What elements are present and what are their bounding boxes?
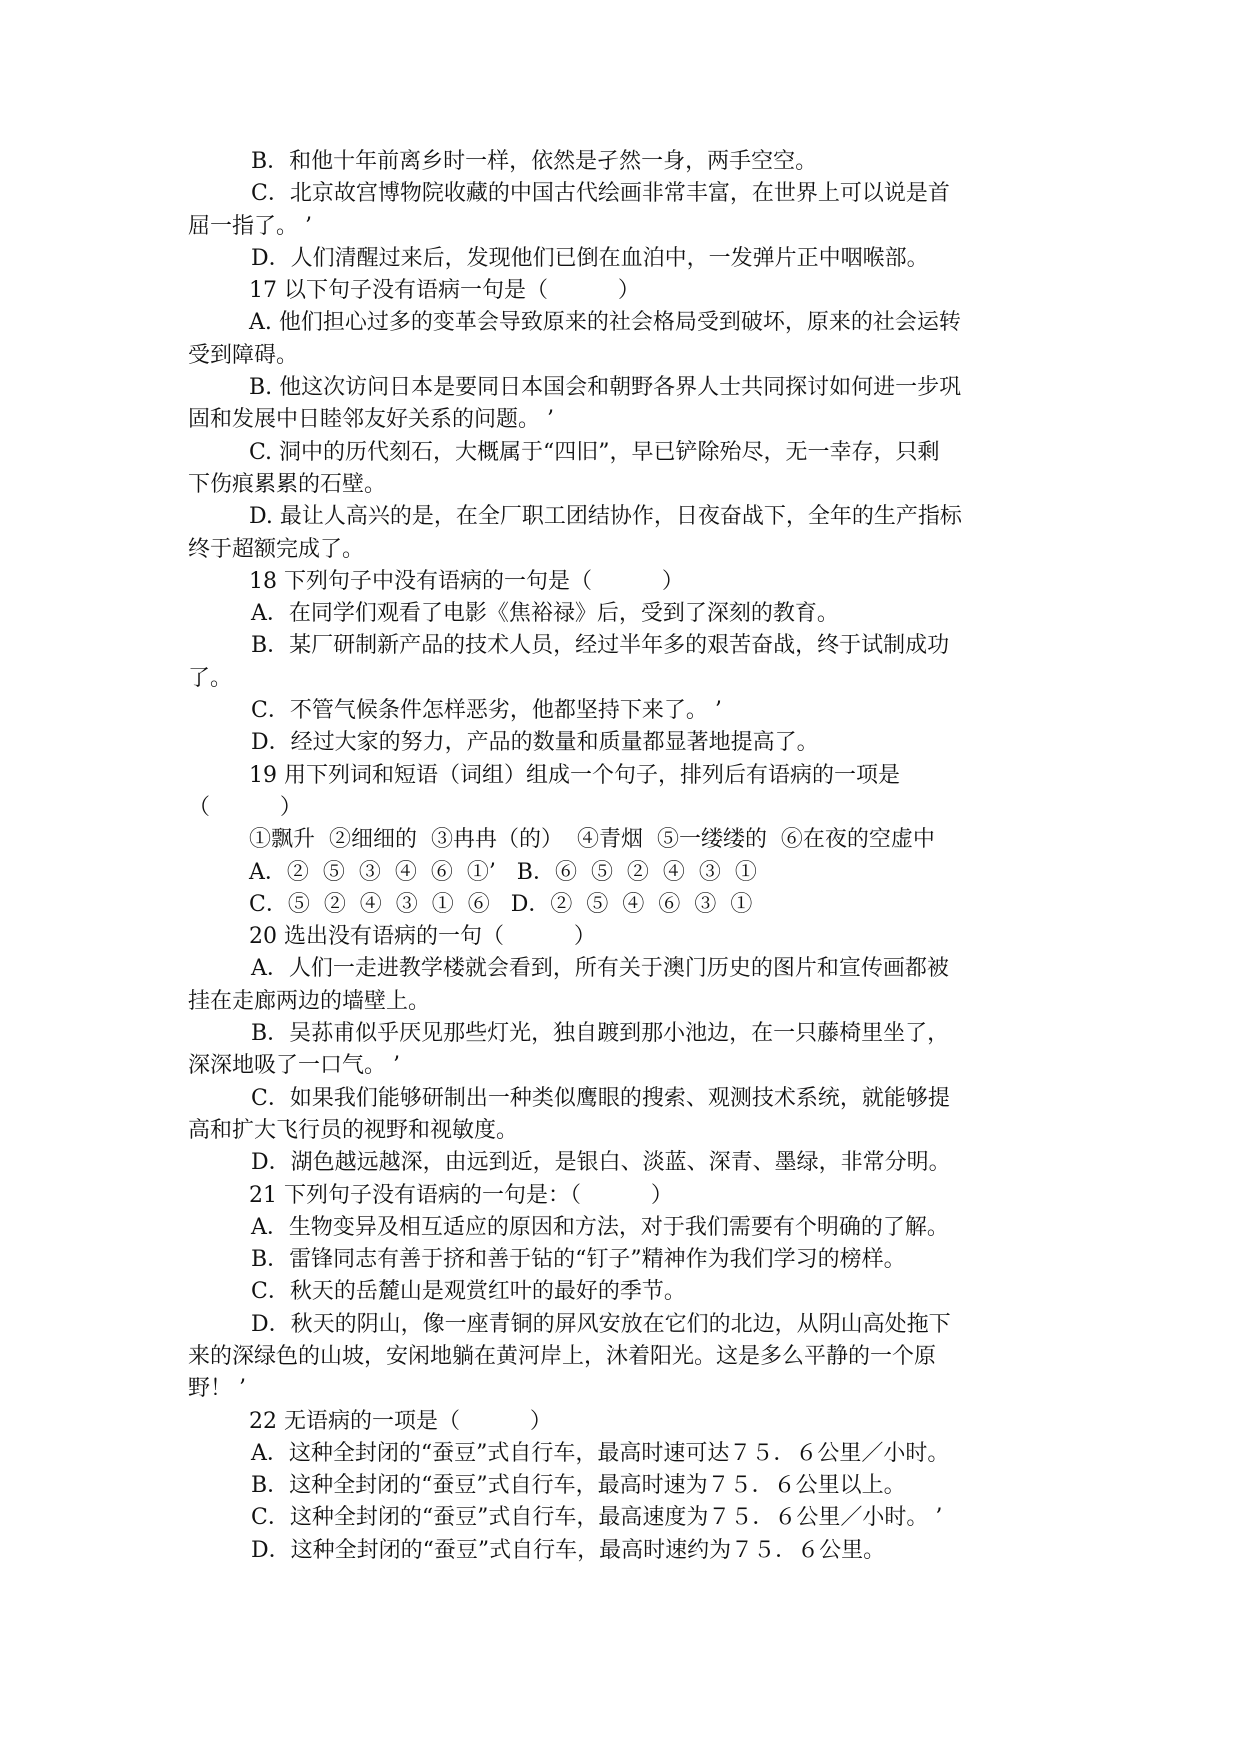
continuation-line: 屈一指了。 ’ (188, 213, 312, 239)
option-line: B．和他十年前离乡时一样，依然是孑然一身，两手空空。 (251, 149, 818, 174)
option-line: A．生物变异及相互适应的原因和方法，对于我们需要有个明确的了解。 (251, 1214, 949, 1240)
continuation-line: 受到障碍。 (188, 342, 299, 368)
continuation-line: 了。 (188, 665, 233, 691)
continuation-line: 挂在走廊两边的墙壁上。 (188, 988, 431, 1014)
option-line: B．这种全封闭的“蚕豆”式自行车，最高时速为７５．６公里以上。 (251, 1473, 906, 1499)
continuation-line: （ ） (188, 794, 302, 820)
continuation-line: 终于超额完成了。 (188, 536, 365, 562)
option-line: C．这种全封闭的“蚕豆”式自行车，最高速度为７５．６公里／小时。 ’ (251, 1505, 943, 1531)
option-line: A．这种全封闭的“蚕豆”式自行车，最高时速可达７５．６公里／小时。 (251, 1440, 950, 1466)
question-20: 20 选出没有语病的一句（ ） (249, 924, 596, 950)
option-line: A．在同学们观看了电影《焦裕禄》后，受到了深刻的教育。 (251, 601, 839, 627)
option-line: C．如果我们能够研制出一种类似鹰眼的搜索、观测技术系统，就能够提 (251, 1085, 950, 1111)
option-line: C. 洞中的历代刻石，大概属于“四旧”，早已铲除殆尽，无一幸存，只剩 (249, 439, 940, 465)
option-line: D. 最让人高兴的是，在全厂职工团结协作，日夜奋战下，全年的生产指标 (249, 504, 962, 530)
continuation-line: 深深地吸了一口气。 ’ (188, 1053, 400, 1079)
option-line: D．经过大家的努力，产品的数量和质量都显著地提高了。 (251, 730, 819, 756)
option-line: D．秋天的阴山，像一座青铜的屏风安放在它们的北边，从阴山高处拖下 (251, 1311, 951, 1337)
question-21: 21 下列句子没有语病的一句是：（ ） (249, 1182, 673, 1208)
option-line: A. 他们担心过多的变革会导致原来的社会格局受到破坏，原来的社会运转 (249, 310, 961, 336)
word-list: ①飘升 ②细细的 ③冉冉（的） ④青烟 ⑤一缕缕的 ⑥在夜的空虚中 (249, 827, 935, 853)
option-line: D．湖色越远越深，由远到近，是银白、淡蓝、深青、墨绿，非常分明。 (251, 1150, 951, 1176)
option-line: B. 他这次访问日本是要同日本国会和朝野各界人士共同探讨如何进一步巩 (249, 375, 962, 401)
option-line: B．雷锋同志有善于挤和善于钻的“钉子”精神作为我们学习的榜样。 (251, 1247, 906, 1273)
question-22: 22 无语病的一项是（ ） (249, 1408, 552, 1434)
continuation-line: 下伤痕累累的石壁。 (188, 471, 387, 497)
question-18: 18 下列句子中没有语病的一句是（ ） (249, 568, 684, 594)
continuation-line: 来的深绿色的山坡，安闲地躺在黄河岸上，沐着阳光。这是多么平静的一个原 (188, 1343, 937, 1369)
question-19: 19 用下列词和短语（词组）组成一个句子，排列后有语病的一项是 (249, 762, 900, 788)
option-line: A．人们一走进教学楼就会看到，所有关于澳门历史的图片和宣传画都被 (251, 956, 949, 982)
continuation-line: 固和发展中日睦邻友好关系的问题。 ’ (188, 407, 554, 433)
option-line: C．不管气候条件怎样恶劣，他都坚持下来了。 ’ (251, 698, 722, 724)
option-line: D．人们清醒过来后，发现他们已倒在血泊中，一发弹片正中咽喉部。 (251, 245, 929, 271)
option-line: C．北京故宫博物院收藏的中国古代绘画非常丰富，在世界上可以说是首 (251, 181, 950, 207)
option-line: A．② ⑤ ③ ④ ⑥ ①’ B．⑥ ⑤ ② ④ ③ ① (249, 859, 757, 885)
option-line: C．秋天的岳麓山是观赏红叶的最好的季节。 (251, 1279, 686, 1305)
question-17: 17 以下句子没有语病一句是（ ） (249, 278, 640, 304)
option-line: D．这种全封闭的“蚕豆”式自行车，最高时速约为７５．６公里。 (251, 1537, 886, 1563)
document-body (188, 146, 1063, 1567)
continuation-line: 野！ ’ (188, 1376, 246, 1402)
continuation-line: 高和扩大飞行员的视野和视敏度。 (188, 1117, 519, 1143)
option-line: B．吴荪甫似乎厌见那些灯光，独自踱到那小池边，在一只藤椅里坐了， (251, 1021, 950, 1047)
option-line: B．某厂研制新产品的技术人员，经过半年多的艰苦奋战，终于试制成功 (251, 633, 950, 659)
option-line: C．⑤ ② ④ ③ ① ⑥ D．② ⑤ ④ ⑥ ③ ① (249, 891, 753, 917)
